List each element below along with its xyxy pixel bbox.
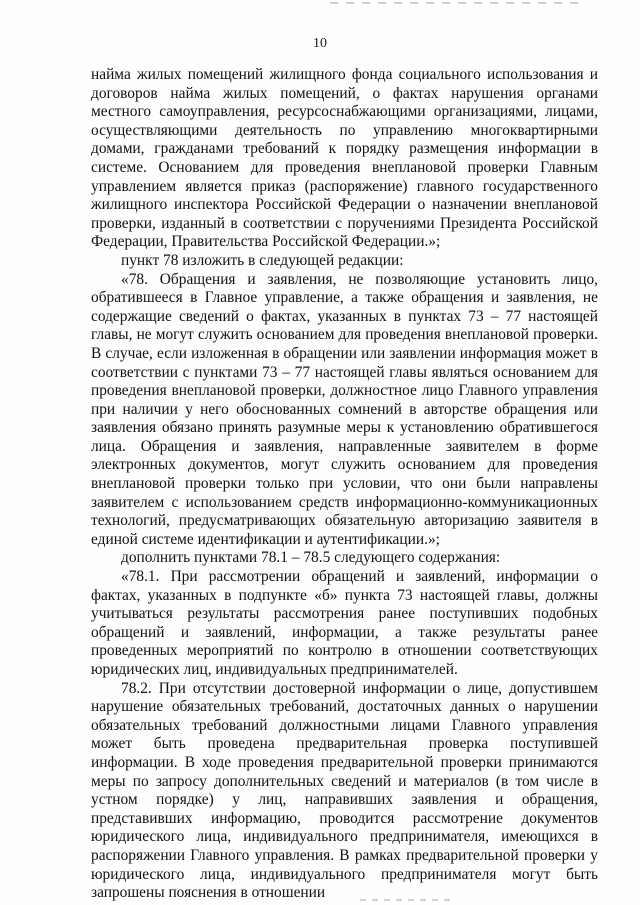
document-body — [91, 66, 598, 903]
paragraph-78-1: «78.1. При рассмотрении обращений и заявлений, информации о фактах, указанных в подпункте «б» пункта 73 настоящей главы, должны учитываться результаты рассмотрения ранее поступивших подобных обращений и заявлений, информации, а также результаты ранее проведенных мероприятий по контролю в отношении соответствующих юридических лиц, индивидуальных предпринимателей. — [91, 568, 598, 678]
page-number: 10 — [313, 36, 327, 51]
paragraph-78-2: 78.2. При отсутствии достоверной информации о лице, допустившем нарушение обязательных требований, достаточных данных о нарушении обязательных требований должностными лицами Главного управления может быть проведена предварительная проверка поступившей информации. В ходе проведения предварительной проверки принимаются меры по запросу дополнительных сведений и материалов (в том числе в устном порядке) у лиц, направивших заявления и обращения, представивших информацию, проводится рассмотрение документов юридического лица, индивидуального предпринимателя, имеющихся в распоряжении Главного управления. В рамках предварительной проверки у юридического лица, индивидуального предпринимателя могут быть запрошены пояснения в отношении — [91, 679, 598, 902]
scan-artifact-bottom — [360, 899, 450, 901]
paragraph-amend-78: пункт 78 изложить в следующей редакции: — [121, 251, 404, 269]
scan-artifact-top — [330, 2, 580, 4]
paragraph-continuation: найма жилых помещений жилищного фонда социального использования и договоров найма жилых помещений, о фактах нарушения органами местного самоуправления, ресурсоснабжающими организациями, лицами, осуществляющими деятельность по управлению многоквартирными домами, гражданами требований к порядку размещения информации в системе. Основанием для проведения внеплановой проверки Главным управлением является приказ (распоряжение) главного государственного жилищного инспектора Российской Федерации о назначении внеплановой проверки, изданный в соответствии с поручениями Президента Российской Федерации, Правительства Российской Федерации.»; — [91, 66, 598, 251]
paragraph-78: «78. Обращения и заявления, не позволяющие установить лицо, обратившееся в Главное управление, а также обращения и заявления, не содержащие сведений о фактах, указанных в пунктах 73 – 77 настоящей главы, не могут служить основанием для проведения внеплановой проверки. В случае, если изложенная в обращении или заявлении информация может в соответствии с пунктами 73 – 77 настоящей главы являться основанием для проведения внеплановой проверки, должностное лицо Главного управления при наличии у него обоснованных сомнений в авторстве обращения или заявления обязано принять разумные меры к установлению обратившегося лица. Обращения и заявления, направленные заявителем в форме электронных документов, могут служить основанием для проведения внеплановой проверки только при условии, что они были направлены заявителем с использованием средств информационно-коммуникационных технологий, предусматривающих обязательную авторизацию заявителя в единой системе идентификации и аутентификации.»; — [91, 270, 598, 548]
paragraph-add-78-1-78-5: дополнить пунктами 78.1 – 78.5 следующего содержания: — [121, 549, 501, 567]
